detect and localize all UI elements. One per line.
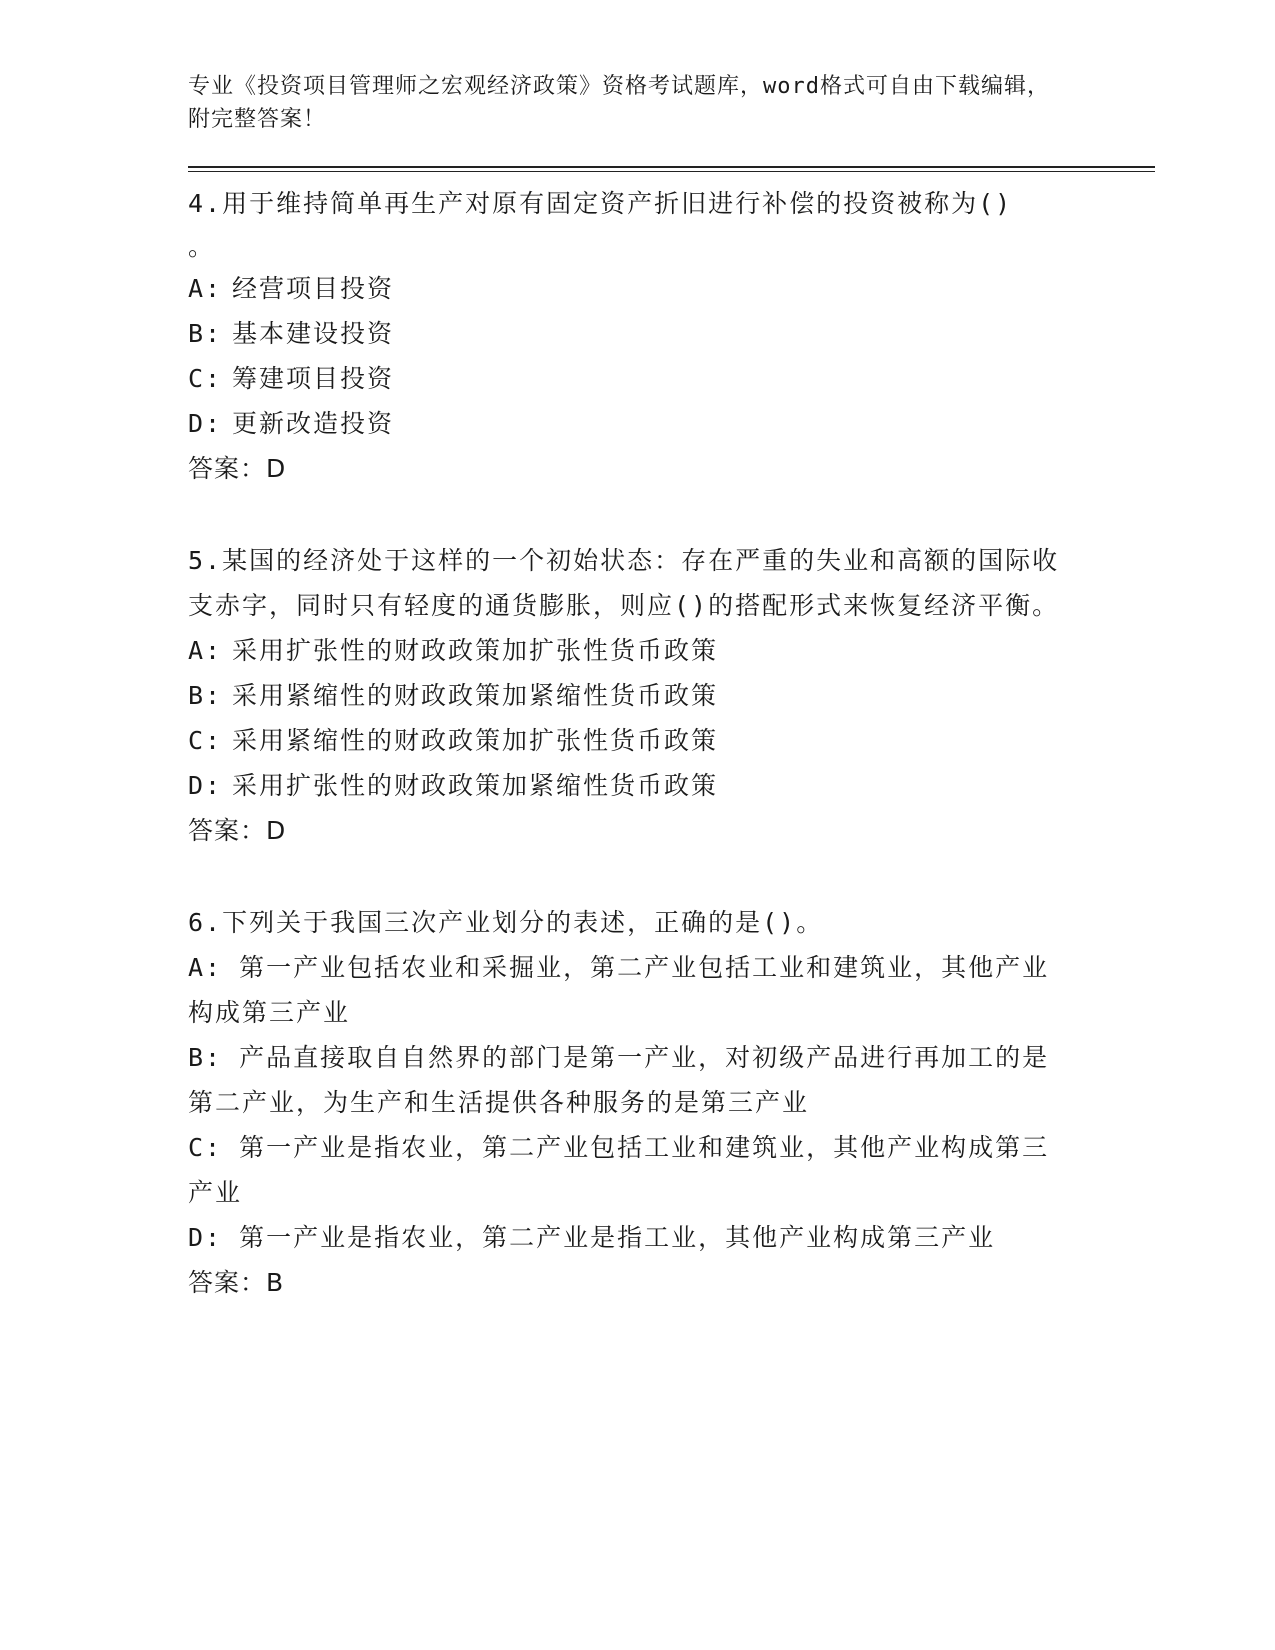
option-label: B: <box>188 1043 223 1072</box>
option-label: C: <box>188 1133 223 1162</box>
option-label: D: <box>188 771 223 800</box>
option-text: 经营项目投资 <box>232 274 395 303</box>
option-label: A: <box>188 274 223 303</box>
option-d <box>188 1215 1068 1260</box>
option-text: 产品直接取自自然界的部门是第一产业，对初级产品进行再加工的是第二产业，为生产和生活提供各种服务的是第三产业 <box>188 1043 1050 1117</box>
document-intro: 专业《投资项目管理师之宏观经济政策》资格考试题库，word格式可自由下载编辑，附完整答案！ <box>188 74 1050 132</box>
option-label: D: <box>188 1223 223 1252</box>
option-text: 基本建设投资 <box>232 319 395 348</box>
option-text: 第一产业是指农业，第二产业是指工业，其他产业构成第三产业 <box>239 1223 996 1252</box>
option-text: 采用紧缩性的财政政策加紧缩性货币政策 <box>232 681 719 710</box>
option-b <box>188 673 1068 718</box>
option-b <box>188 311 1068 356</box>
option-d <box>188 401 1068 446</box>
option-d <box>188 763 1068 808</box>
option-label: B: <box>188 681 223 710</box>
question-4 <box>188 180 1148 492</box>
option-text: 第一产业包括农业和采掘业，第二产业包括工业和建筑业，其他产业构成第三产业 <box>188 953 1050 1027</box>
answer-line: 答案：D <box>188 454 287 483</box>
question-5 <box>188 538 1148 854</box>
document-page <box>188 70 1148 1306</box>
option-text: 第一产业是指农业，第二产业包括工业和建筑业，其他产业构成第三产业 <box>188 1133 1050 1207</box>
option-text: 采用扩张性的财政政策加扩张性货币政策 <box>232 636 719 665</box>
option-text: 筹建项目投资 <box>232 364 395 393</box>
question-stem-tail: 。 <box>188 232 216 261</box>
option-label: A: <box>188 636 223 665</box>
option-label: C: <box>188 726 223 755</box>
question-stem: 4.用于维持简单再生产对原有固定资产折旧进行补偿的投资被称为() <box>188 189 1013 218</box>
option-b <box>188 1035 1068 1125</box>
answer-line: 答案：B <box>188 1268 285 1297</box>
option-c <box>188 718 1068 763</box>
option-text: 采用紧缩性的财政政策加扩张性货币政策 <box>232 726 719 755</box>
option-c <box>188 356 1068 401</box>
option-c <box>188 1125 1068 1215</box>
option-label: B: <box>188 319 223 348</box>
question-spacer <box>188 492 1148 538</box>
answer-line: 答案：D <box>188 816 287 845</box>
question-6 <box>188 900 1148 1306</box>
question-spacer <box>188 854 1148 900</box>
option-label: D: <box>188 409 223 438</box>
option-a <box>188 628 1068 673</box>
option-label: A: <box>188 953 223 982</box>
header-divider <box>188 166 1155 172</box>
option-text: 更新改造投资 <box>232 409 395 438</box>
option-a <box>188 266 1068 311</box>
question-stem: 6.下列关于我国三次产业划分的表述，正确的是()。 <box>188 908 824 937</box>
option-text: 采用扩张性的财政政策加紧缩性货币政策 <box>232 771 719 800</box>
option-label: C: <box>188 364 223 393</box>
option-a <box>188 945 1068 1035</box>
question-stem: 5.某国的经济处于这样的一个初始状态：存在严重的失业和高额的国际收支赤字，同时只有轻度的通货膨胀，则应()的搭配形式来恢复经济平衡。 <box>188 546 1060 620</box>
